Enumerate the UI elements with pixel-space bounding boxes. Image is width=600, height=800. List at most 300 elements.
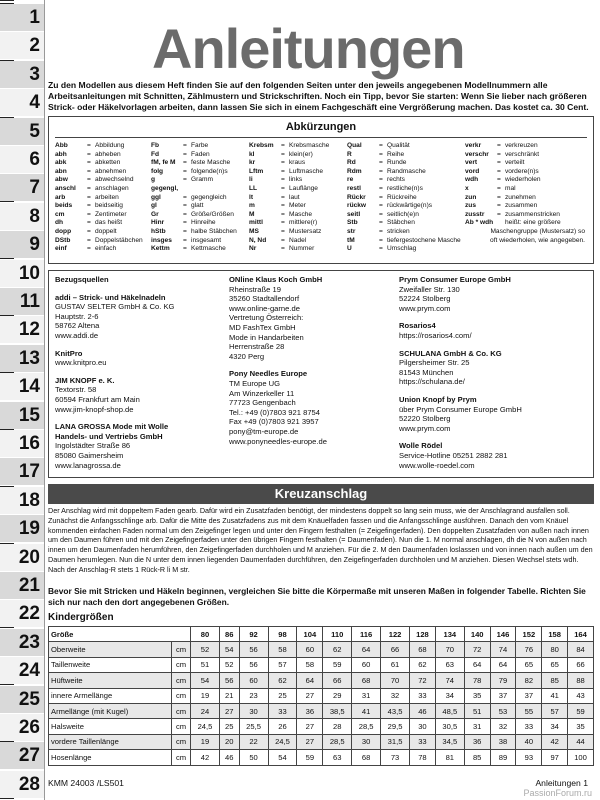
abbreviation-value: Stäbchen [387, 219, 415, 227]
measure-value: 28 [323, 719, 352, 734]
abbreviation-row [347, 237, 465, 246]
measure-unit: cm [172, 642, 191, 657]
abbreviation-row [151, 176, 249, 185]
measure-value: 88 [568, 673, 594, 688]
measure-value: 36 [297, 703, 323, 718]
abbreviation-value: arbeiten [95, 193, 119, 201]
abbreviation-equals: = [87, 202, 91, 210]
ruler-number: 16 [0, 430, 44, 457]
ruler-number: 14 [0, 373, 44, 400]
measure-value: 79 [490, 673, 516, 688]
abbreviation-value: Abbildung [95, 142, 125, 149]
measure-value: 74 [435, 673, 464, 688]
abbreviation-value: Luftmasche [289, 167, 324, 175]
source-line: Union Knopf by Prym [399, 394, 477, 404]
abbreviation-value: Qualität [387, 142, 410, 149]
measure-value: 56 [219, 673, 239, 688]
measure-value: 80 [542, 642, 568, 657]
abbreviation-row [249, 168, 347, 177]
measure-value: 20 [219, 734, 239, 749]
source-line: https://schulana.de/ [399, 377, 465, 387]
abbreviation-key: abw [55, 176, 68, 184]
ruler-number: 9 [0, 231, 44, 258]
measure-value: 28,5 [323, 734, 352, 749]
abbreviation-equals: = [379, 227, 383, 235]
abbreviation-value: wiederholen [505, 176, 541, 184]
abbreviation-equals: = [87, 142, 91, 149]
ruler-number: 18 [0, 487, 44, 514]
watermark: PassionForum.ru [523, 788, 592, 798]
abbreviation-row [347, 159, 465, 168]
size-header-cell: 122 [381, 627, 410, 642]
abbreviation-key: M [249, 210, 255, 218]
side-ruler [0, 0, 45, 800]
abbreviation-key: Rdm [347, 167, 362, 175]
abbreviation-column [249, 142, 347, 254]
abbreviation-value: beidseitig [95, 202, 123, 210]
abbreviation-equals: = [379, 167, 383, 175]
abbreviation-row [249, 202, 347, 211]
abbreviation-value: links [289, 176, 303, 184]
measure-value: 64 [490, 657, 516, 672]
ruler-number: 20 [0, 544, 44, 571]
size-header-row [49, 627, 594, 642]
measure-value: 85 [542, 673, 568, 688]
measure-value: 54 [191, 673, 220, 688]
abbreviation-key: MS [249, 227, 259, 235]
measure-value: 56 [239, 657, 268, 672]
abbreviation-equals: = [497, 167, 501, 175]
abbreviation-row [465, 151, 585, 160]
abbreviation-value: zusammen [505, 202, 538, 210]
source-entry [55, 376, 230, 414]
abbreviation-row [151, 142, 249, 151]
ruler-number: 22 [0, 600, 44, 627]
abbreviation-equals: = [183, 227, 187, 235]
measure-value: 85 [464, 750, 490, 765]
abbreviation-key: li [249, 176, 253, 184]
abbreviation-equals: = [281, 159, 285, 167]
measure-value: 66 [323, 673, 352, 688]
size-header-cell: 146 [490, 627, 516, 642]
measure-value: 46 [410, 703, 436, 718]
sources-box [48, 270, 594, 478]
abbreviation-row [347, 151, 465, 160]
measure-value: 30 [410, 719, 436, 734]
abbreviation-row [151, 202, 249, 211]
ruler-number: 5 [0, 118, 44, 145]
abbreviation-equals: = [497, 210, 501, 218]
abbreviation-equals: = [281, 245, 285, 253]
source-line: pony@tm-europe.de [229, 426, 299, 436]
source-entry [55, 349, 230, 368]
abbreviation-key: zus [465, 202, 476, 210]
ruler-number: 8 [0, 203, 44, 230]
abbreviation-key: arb [55, 193, 66, 201]
measure-unit: cm [172, 734, 191, 749]
measure-value: 19 [191, 734, 220, 749]
ruler-number: 7 [0, 174, 44, 201]
measure-value: 27 [297, 734, 323, 749]
abbreviation-key: Stb [347, 219, 358, 227]
abbreviation-row [249, 185, 347, 194]
abbreviation-key: Ab * wdh [465, 219, 494, 227]
abbreviation-key: mittl [249, 219, 263, 227]
source-line: www.lanagrossa.de [55, 460, 121, 470]
measure-value: 74 [490, 642, 516, 657]
source-line: www.wolle-roedel.com [399, 460, 475, 470]
source-line: www.online-garne.de [229, 303, 300, 313]
abbreviation-row [151, 237, 249, 246]
source-line: Mode in Handarbeiten [229, 332, 304, 342]
measure-value: 30 [239, 703, 268, 718]
abbreviation-key: Gr [151, 210, 159, 218]
measure-value: 51 [464, 703, 490, 718]
abbreviation-value: anschlagen [95, 184, 129, 192]
abbreviation-value: zusammenstricken [505, 210, 560, 218]
abbreviation-key: str [347, 227, 356, 235]
abbreviation-key: gl [151, 202, 157, 210]
measure-value: 19 [191, 688, 220, 703]
measure-label: Hüftweite [49, 673, 172, 688]
measure-value: 41 [542, 688, 568, 703]
abbreviation-row [55, 228, 151, 237]
measure-value: 24 [191, 703, 220, 718]
abbreviation-value: klein(er) [289, 150, 313, 158]
abbreviation-equals: = [379, 245, 383, 253]
source-line: Textorstr. 58 [55, 385, 97, 395]
abbreviation-equals: = [87, 245, 91, 253]
source-line: Handels- und Vertriebs GmbH [55, 431, 163, 441]
measure-unit: cm [172, 750, 191, 765]
measure-value: 63 [323, 750, 352, 765]
abbreviation-equals: = [87, 236, 91, 244]
measure-unit: cm [172, 673, 191, 688]
table-row [49, 734, 594, 749]
abbreviation-value: Mustersatz [289, 227, 322, 235]
abbreviation-equals: = [497, 159, 501, 167]
abbreviation-equals: = [87, 193, 91, 201]
source-line: MD FashTex GmbH [229, 322, 296, 332]
measure-value: 60 [239, 673, 268, 688]
abbreviation-equals: = [379, 236, 383, 244]
abbreviation-row [151, 151, 249, 160]
abbreviation-equals: = [183, 193, 187, 201]
measure-value: 33 [410, 688, 436, 703]
abbreviation-equals: = [87, 210, 91, 218]
abbreviation-row [465, 219, 585, 228]
size-header-cell: 134 [435, 627, 464, 642]
abbreviation-value: folgende(n)s [191, 167, 228, 175]
footer-code: KMM 24003 /LS501 [48, 778, 124, 788]
abbreviation-equals: = [183, 142, 187, 149]
abbreviation-row [55, 211, 151, 220]
abbreviation-row [249, 151, 347, 160]
abbreviation-row [347, 228, 465, 237]
abbreviation-value: Nadel [289, 236, 307, 244]
abbreviation-value: rückwärtige(n)s [387, 202, 433, 210]
measure-value: 60 [297, 642, 323, 657]
source-entry [55, 293, 230, 341]
source-line: LANA GROSSA Mode mit Wolle [55, 422, 169, 432]
measure-value: 59 [568, 703, 594, 718]
measure-value: 28,5 [352, 719, 381, 734]
abbreviation-key: abh [55, 150, 67, 158]
table-row [49, 688, 594, 703]
measure-label: Taillenweite [49, 657, 172, 672]
measure-value: 57 [542, 703, 568, 718]
measure-value: 34 [542, 719, 568, 734]
abbreviation-key: LL [249, 184, 258, 192]
abbreviation-row [347, 176, 465, 185]
abbreviation-row [249, 245, 347, 254]
table-row [49, 750, 594, 765]
intro-text: Zu den Modellen aus diesem Heft finden Sie auf den folgenden Seiten unter den jeweils angegebenen Modellnummern alle Arbeitsanleitungen mit Schnitten, Zählmustern und Strickschriften. Noch ein Tipp, bevor Sie starten: Wenn Sie lieber nach größeren Strick- oder Häkelvorlagen arbeiten, dann lassen Sie sich in einem Fachgeschäft eine Vergrößerung machen. Das kostet ca. 30 Cent. [48, 80, 589, 112]
source-line: TM Europe UG [229, 378, 281, 388]
measure-value: 68 [352, 750, 381, 765]
abbreviation-equals: = [87, 184, 91, 192]
measure-value: 25 [268, 688, 297, 703]
abbreviation-row [465, 159, 585, 168]
measure-value: 29 [323, 688, 352, 703]
ruler-number: 19 [0, 515, 44, 542]
abbreviation-value: rechts [387, 176, 405, 184]
measure-value: 21 [219, 688, 239, 703]
abbreviation-row [55, 245, 151, 254]
measure-value: 68 [352, 673, 381, 688]
measure-value: 65 [542, 657, 568, 672]
abbreviation-key: dopp [55, 227, 72, 235]
ruler-number: 4 [0, 89, 44, 116]
measure-label: innere Armellänge [49, 688, 172, 703]
measure-value: 46 [219, 750, 239, 765]
source-line: Rosarios4 [399, 321, 436, 331]
measure-value: 40 [516, 734, 542, 749]
abbreviation-equals: = [497, 184, 501, 192]
abbreviation-row [55, 185, 151, 194]
size-header-cell: 110 [323, 627, 352, 642]
abbreviation-row [55, 159, 151, 168]
size-header-label: Größe [49, 627, 191, 642]
source-line: Pilgersheimer Str. 25 [399, 358, 470, 368]
abbreviation-value: Reihe [387, 150, 405, 158]
abbreviation-equals: = [281, 193, 285, 201]
measure-value: 26 [268, 719, 297, 734]
abbreviation-row [55, 194, 151, 203]
table-row [49, 719, 594, 734]
measure-value: 36 [464, 734, 490, 749]
abbreviation-value: halbe Stäbchen [191, 227, 237, 235]
abbreviation-equals: = [379, 210, 383, 218]
sources-column-1 [55, 275, 230, 478]
abbreviation-key: tM [347, 236, 355, 244]
table-row [49, 673, 594, 688]
source-entry [399, 349, 589, 387]
abbreviation-value: mittlere(r) [289, 219, 318, 227]
measure-value: 25,5 [239, 719, 268, 734]
size-header-cell: 164 [568, 627, 594, 642]
measure-value: 59 [297, 750, 323, 765]
measure-value: 24,5 [268, 734, 297, 749]
abbreviation-row [55, 168, 151, 177]
abbreviation-value: mal [505, 184, 516, 192]
source-entry [399, 395, 589, 433]
source-line: addi – Strick- und Häkelnadeln [55, 292, 166, 302]
source-line: 35260 Stadtallendorf [229, 294, 300, 304]
source-line: Bezugsquellen [55, 275, 109, 284]
abbreviation-key: vord [465, 167, 480, 175]
abbreviation-value: abheben [95, 150, 121, 158]
measure-value: 66 [568, 657, 594, 672]
abbreviation-key: rückw [347, 202, 367, 210]
abbreviation-row [249, 194, 347, 203]
abbreviation-key: x [465, 184, 469, 192]
abbreviation-key: kr [249, 159, 256, 167]
abbreviation-value: zunehmen [505, 193, 536, 201]
abbreviation-key: Rückr [347, 193, 366, 201]
abbreviation-key: cm [55, 210, 65, 218]
measure-unit: cm [172, 719, 191, 734]
abbreviation-row [151, 168, 249, 177]
source-line: Fax +49 (0)7803 921 3957 [229, 417, 319, 427]
measure-value: 54 [268, 750, 297, 765]
abbreviation-row [465, 211, 585, 220]
abbreviation-equals: = [379, 193, 383, 201]
measure-value: 52 [219, 657, 239, 672]
abbreviation-equals: = [183, 236, 187, 244]
abbreviation-key: anschl [55, 184, 76, 192]
measure-value: 60 [352, 657, 381, 672]
measure-value: 29,5 [381, 719, 410, 734]
abbreviation-equals: = [281, 210, 285, 218]
abbreviation-column [465, 142, 585, 254]
abbreviation-key: m [249, 202, 255, 210]
source-entry [399, 441, 589, 470]
measure-value: 27 [219, 703, 239, 718]
abbreviation-equals: = [281, 167, 285, 175]
abbreviation-row [347, 168, 465, 177]
ruler-number: 10 [0, 260, 44, 287]
abbreviation-key: zusstr [465, 210, 485, 218]
sources-column-3 [399, 275, 589, 478]
measure-value: 59 [323, 657, 352, 672]
abbreviation-equals: = [379, 159, 383, 167]
size-header-cell: 104 [297, 627, 323, 642]
measure-value: 70 [381, 673, 410, 688]
measure-value: 30 [352, 734, 381, 749]
measure-value: 64 [297, 673, 323, 688]
measure-value: 72 [464, 642, 490, 657]
measure-value: 54 [219, 642, 239, 657]
measure-value: 32 [381, 688, 410, 703]
measure-label: vordere Taillenlänge [49, 734, 172, 749]
measure-value: 62 [323, 642, 352, 657]
abbreviation-equals: = [497, 202, 501, 210]
abbreviation-value: Krebsmasche [289, 142, 330, 149]
abbreviation-key: verkr [465, 142, 482, 149]
abbreviation-key: seitl [347, 210, 361, 218]
measure-value: 37 [490, 688, 516, 703]
abbreviation-row [151, 211, 249, 220]
abbreviation-key: verschr [465, 150, 489, 158]
abbreviation-equals: = [379, 202, 383, 210]
measure-value: 97 [542, 750, 568, 765]
measure-label: Oberweite [49, 642, 172, 657]
measure-value: 81 [435, 750, 464, 765]
source-line: Tel.: +49 (0)7803 921 8754 [229, 407, 320, 417]
source-line: 58762 Altena [55, 321, 100, 331]
measure-value: 78 [410, 750, 436, 765]
abbreviation-value: gegengleich [191, 193, 227, 201]
source-line: www.addi.de [55, 330, 99, 340]
abbreviation-equals: = [281, 142, 285, 149]
abbreviation-row [347, 185, 465, 194]
measure-value: 100 [568, 750, 594, 765]
measure-value: 31 [464, 719, 490, 734]
ruler-number: 26 [0, 714, 44, 741]
size-header-cell: 152 [516, 627, 542, 642]
source-line: 77723 Gengenbach [229, 398, 296, 408]
abbreviation-row [465, 228, 585, 237]
abbreviation-key: kl [249, 150, 255, 158]
abbreviation-key: abk [55, 159, 67, 167]
measure-value: 61 [381, 657, 410, 672]
abbreviation-equals: = [497, 193, 501, 201]
source-line: GUSTAV SELTER GmbH & Co. KG [55, 302, 175, 312]
abbreviation-row [249, 228, 347, 237]
abbreviation-key: ggl [151, 193, 161, 201]
abbreviation-equals [497, 219, 505, 228]
source-line: 52224 Stolberg [399, 294, 451, 304]
measure-value: 68 [410, 642, 436, 657]
abbreviation-key: lt [249, 193, 254, 201]
abbreviation-key: U [347, 245, 352, 253]
source-line: Am Winzerkeller 11 [229, 388, 295, 398]
abbreviation-key: restl [347, 184, 361, 192]
abbreviation-key: N, Nd [249, 236, 267, 244]
measure-value: 64 [352, 642, 381, 657]
measure-value: 34 [435, 688, 464, 703]
measure-value: 51 [191, 657, 220, 672]
abbreviation-row [347, 142, 465, 151]
abbreviation-key: dh [55, 219, 64, 227]
measure-value: 38 [490, 734, 516, 749]
measure-value: 78 [464, 673, 490, 688]
table-row [49, 657, 594, 672]
source-entry [55, 422, 230, 470]
size-table-title: Kindergrößen [48, 612, 114, 623]
abbreviation-row [249, 159, 347, 168]
abbreviation-value: Farbe [191, 142, 209, 149]
abbreviation-key: gegengl, [151, 184, 179, 192]
abbreviation-key: abn [55, 167, 67, 175]
abbreviation-row [347, 211, 465, 220]
measure-value: 56 [239, 642, 268, 657]
measure-value: 38,5 [323, 703, 352, 718]
abbreviation-row [55, 176, 151, 185]
abbreviation-key: Lftm [249, 167, 264, 175]
size-table [48, 626, 594, 766]
ruler-number: 1 [0, 4, 44, 31]
abbreviations-title: Abkürzungen [285, 121, 357, 133]
abbreviation-equals: = [183, 219, 187, 227]
measure-value: 62 [268, 673, 297, 688]
abbreviation-value: einfach [95, 245, 117, 253]
abbreviation-value: Umschlag [387, 245, 417, 253]
abbreviation-value: Faden [191, 150, 210, 158]
abbreviation-row [347, 194, 465, 203]
ruler-number: 6 [0, 146, 44, 173]
